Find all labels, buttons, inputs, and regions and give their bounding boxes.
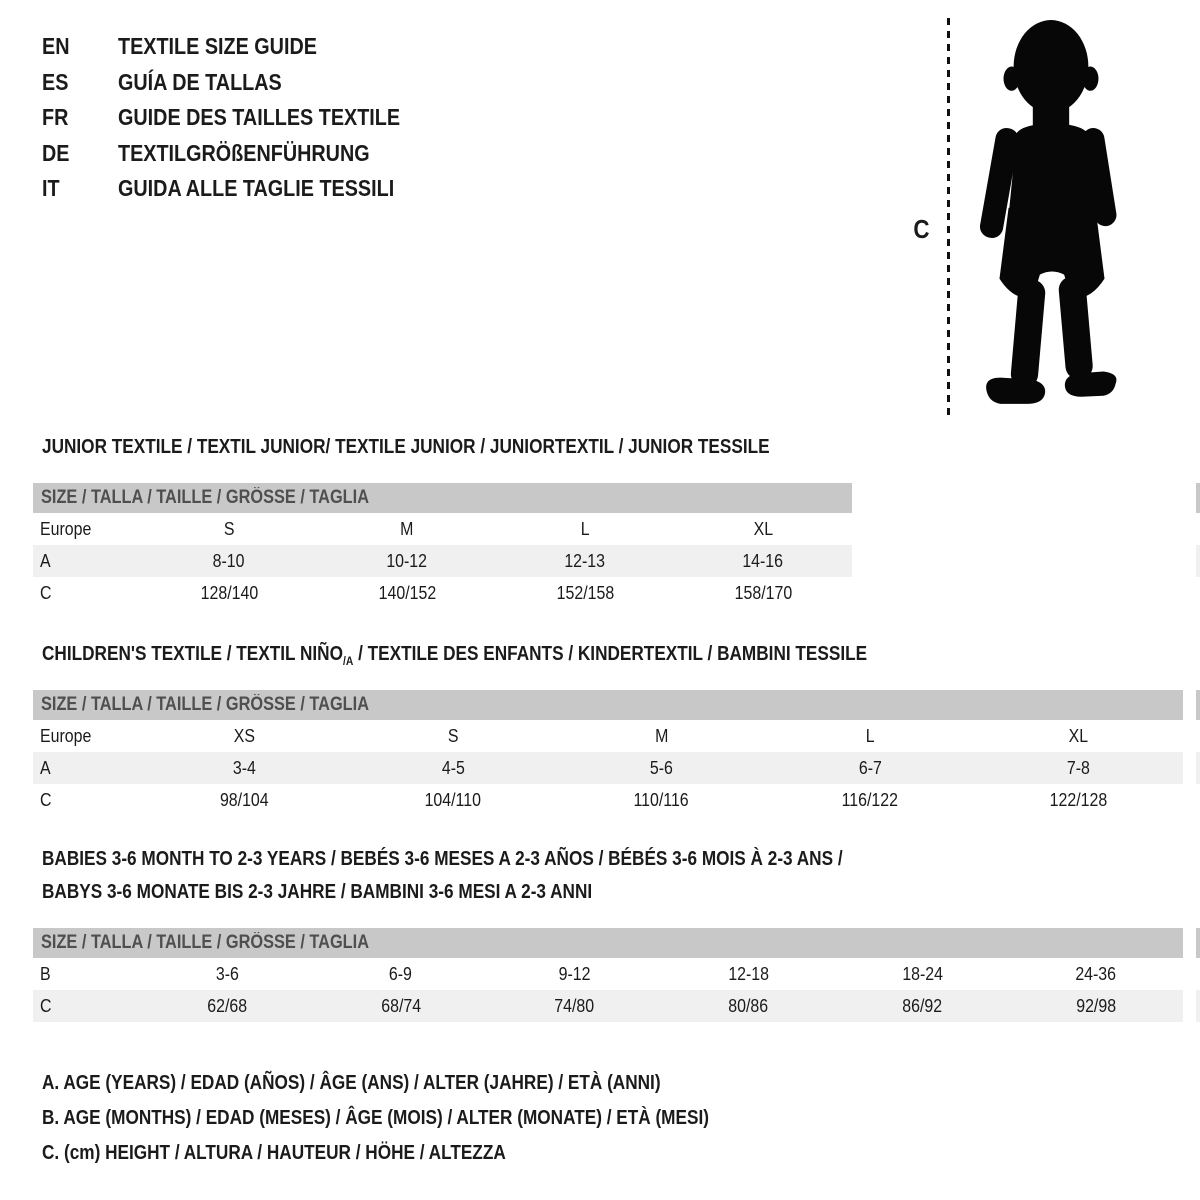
table-cell: 104/110 <box>424 789 482 810</box>
table-cell: 98/104 <box>219 789 269 810</box>
table-row <box>33 958 1183 990</box>
language-label: TEXTILE SIZE GUIDE <box>118 33 317 60</box>
language-row <box>42 136 446 172</box>
table-row <box>33 990 1183 1022</box>
size-header-bar <box>33 928 1183 958</box>
language-code: IT <box>42 175 60 202</box>
size-header-text: SIZE / TALLA / TAILLE / GRÖSSE / TAGLIA <box>41 932 370 953</box>
legend-line-a <box>42 1066 818 1101</box>
table-cell: 3-6 <box>215 963 239 984</box>
table-row <box>33 513 852 545</box>
language-label: GUÍA DE TALLAS <box>118 68 282 95</box>
table-cell: 110/116 <box>633 789 690 810</box>
junior-size-table <box>33 483 852 609</box>
children-title-rest: / TEXTILE DES ENFANTS / KINDERTEXTIL / BAMBINI TESSILE <box>353 643 868 665</box>
children-section-title-text <box>42 643 867 668</box>
height-dashed-line <box>947 18 950 415</box>
row-label: C <box>40 995 52 1016</box>
language-label: GUIDE DES TAILLES TEXTILE <box>118 104 401 131</box>
children-title-main: CHILDREN'S TEXTILE / TEXTIL NIÑO <box>42 643 343 665</box>
table-cell: 4-5 <box>441 757 465 778</box>
table-cell: 128/140 <box>200 582 258 603</box>
row-label: A <box>40 550 51 571</box>
table-cell: 140/152 <box>378 582 436 603</box>
language-row <box>42 29 446 65</box>
babies-section-title-line1 <box>42 848 973 870</box>
table-cell: 80/86 <box>728 995 769 1016</box>
row-label: C <box>40 789 52 810</box>
table-cell: 92/98 <box>1076 995 1116 1016</box>
babies-section-title-line2 <box>42 881 682 903</box>
table-cell: M <box>654 725 669 746</box>
measure-label-c: C <box>913 214 930 244</box>
legend-line-a-text: A. AGE (YEARS) / EDAD (AÑOS) / ÂGE (ANS) / ALTER (JAHRE) / ETÀ (ANNI) <box>42 1072 661 1094</box>
table-cell: S <box>223 518 235 539</box>
children-size-table <box>33 690 1183 816</box>
children-section-title <box>42 643 1001 668</box>
babies-title-line1-text: BABIES 3-6 MONTH TO 2-3 YEARS / BEBÉS 3-6 MESES A 2-3 AÑOS / BÉBÉS 3-6 MOIS À 2-3 ANS / <box>42 848 843 870</box>
table-cell: 18-24 <box>901 963 943 984</box>
language-label: GUIDA ALLE TAGLIE TESSILI <box>118 175 395 202</box>
language-code: DE <box>42 139 70 166</box>
legend-line-c <box>42 1136 818 1171</box>
language-code: EN <box>42 33 70 60</box>
row-label: A <box>40 757 51 778</box>
language-code: FR <box>42 104 69 131</box>
table-edge-sliver <box>1196 752 1200 784</box>
table-cell: 5-6 <box>649 757 673 778</box>
table-cell: 116/122 <box>841 789 899 810</box>
table-cell: 122/128 <box>1049 789 1108 810</box>
table-row <box>33 577 852 609</box>
table-cell: 6-7 <box>858 757 882 778</box>
table-cell: L <box>865 725 875 746</box>
table-cell: 10-12 <box>386 550 428 571</box>
table-cell: 12-18 <box>728 963 769 984</box>
table-cell: 152/158 <box>556 582 614 603</box>
table-cell: XS <box>233 725 255 746</box>
table-edge-sliver <box>1196 483 1200 513</box>
babies-size-table <box>33 928 1183 1022</box>
row-label: C <box>40 582 52 603</box>
table-edge-sliver <box>1196 545 1200 577</box>
language-row <box>42 65 446 101</box>
table-cell: 7-8 <box>1067 757 1091 778</box>
table-cell: XL <box>753 518 773 539</box>
table-cell: 24-36 <box>1075 963 1117 984</box>
table-cell: 6-9 <box>389 963 413 984</box>
table-cell: 9-12 <box>558 963 591 984</box>
table-edge-sliver <box>1196 928 1200 958</box>
table-cell: 68/74 <box>380 995 421 1016</box>
table-cell: 158/170 <box>734 582 792 603</box>
row-label: B <box>40 963 51 984</box>
language-row <box>42 171 446 207</box>
table-cell: 3-4 <box>232 757 256 778</box>
table-cell: 14-16 <box>742 550 784 571</box>
table-cell: XL <box>1068 725 1089 746</box>
table-cell: 86/92 <box>902 995 943 1016</box>
children-title-sub: /A <box>342 654 354 668</box>
language-row <box>42 100 446 136</box>
row-label: Europe <box>40 725 92 746</box>
table-cell: 8-10 <box>213 550 245 571</box>
language-list <box>42 29 446 207</box>
language-label: TEXTILGRÖßENFÜHRUNG <box>118 139 370 166</box>
size-header-text: SIZE / TALLA / TAILLE / GRÖSSE / TAGLIA <box>41 694 370 715</box>
babies-title-line2-text: BABYS 3-6 MONATE BIS 2-3 JAHRE / BAMBINI 3-6 MESI A 2-3 ANNI <box>42 881 593 903</box>
toddler-silhouette-icon <box>966 14 1138 420</box>
table-row <box>33 784 1183 816</box>
table-row <box>33 752 1183 784</box>
table-cell: M <box>400 518 414 539</box>
table-row <box>33 545 852 577</box>
table-cell: S <box>447 725 459 746</box>
table-cell: 12-13 <box>564 550 606 571</box>
legend-line-b-text: B. AGE (MONTHS) / EDAD (MESES) / ÂGE (MOIS) / ALTER (MONATE) / ETÀ (MESI) <box>42 1107 709 1129</box>
size-header-bar <box>33 483 852 513</box>
language-code: ES <box>42 68 69 95</box>
size-header-text: SIZE / TALLA / TAILLE / GRÖSSE / TAGLIA <box>41 487 370 508</box>
table-edge-sliver <box>1196 690 1200 720</box>
table-edge-sliver <box>1196 990 1200 1022</box>
legend-line-b <box>42 1101 818 1136</box>
table-cell: 74/80 <box>554 995 595 1016</box>
table-cell: 62/68 <box>207 995 247 1016</box>
legend <box>42 1066 818 1171</box>
row-label: Europe <box>40 518 92 539</box>
legend-line-c-text: C. (cm) HEIGHT / ALTURA / HAUTEUR / HÖHE / ALTEZZA <box>42 1142 506 1164</box>
junior-section-title-text: JUNIOR TEXTILE / TEXTIL JUNIOR/ TEXTILE JUNIOR / JUNIORTEXTIL / JUNIOR TESSILE <box>42 436 770 458</box>
table-cell: L <box>580 518 590 539</box>
junior-section-title <box>42 436 888 458</box>
size-header-bar <box>33 690 1183 720</box>
table-row <box>33 720 1183 752</box>
